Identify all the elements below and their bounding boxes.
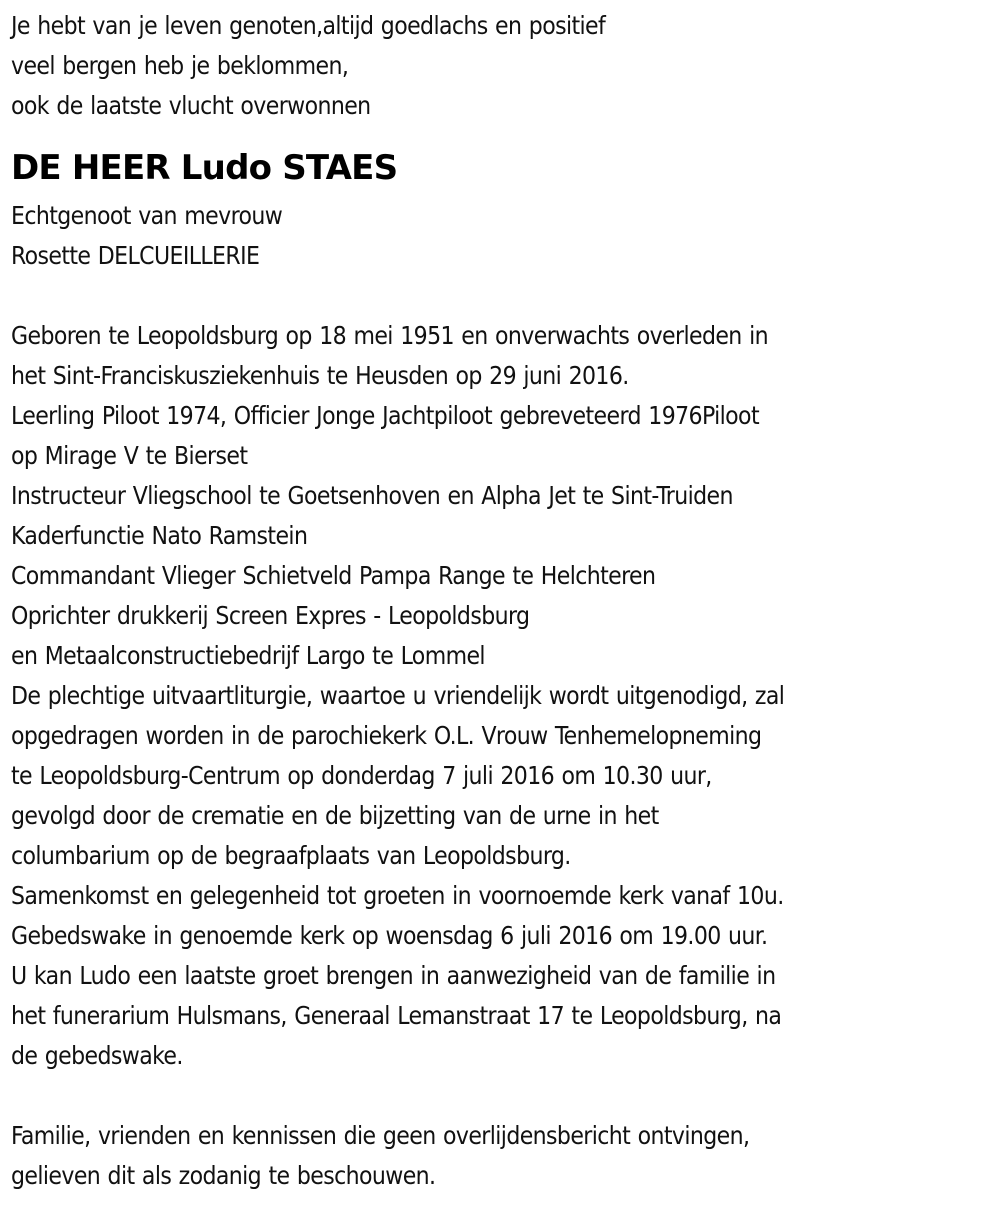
spouse-info [11,196,1000,276]
poem-line: ook de laatste vlucht overwonnen [11,91,371,120]
body-line: de gebedswake. [11,1041,183,1070]
spacer [11,1076,1000,1116]
body-line: op Mirage V te Bierset [11,441,248,470]
body-line: Samenkomst en gelegenheid tot groeten in voornoemde kerk vanaf 10u. [11,881,784,910]
poem-line: veel bergen heb je beklommen, [11,51,349,80]
body-line: het Sint-Franciskusziekenhuis te Heusden op 29 juni 2016. [11,361,629,390]
body-line: columbarium op de begraafplaats van Leopoldsburg. [11,841,571,870]
spouse-line: Rosette DELCUEILLERIE [11,241,260,270]
body-line: Gebedswake in genoemde kerk op woensdag 6 juli 2016 om 19.00 uur. [11,921,768,950]
body-line: opgedragen worden in de parochiekerk O.L. Vrouw Tenhemelopneming [11,721,762,750]
body-line: het funerarium Hulsmans, Generaal Lemanstraat 17 te Leopoldsburg, na [11,1001,782,1030]
body-line: U kan Ludo een laatste groet brengen in aanwezigheid van de familie in [11,961,776,990]
body-line: te Leopoldsburg-Centrum op donderdag 7 juli 2016 om 10.30 uur, [11,761,712,790]
notice-body [11,316,1000,1076]
body-line: Oprichter drukkerij Screen Expres - Leopoldsburg [11,601,530,630]
closing-line: Familie, vrienden en kennissen die geen overlijdensbericht ontvingen, [11,1121,750,1150]
closing-note [11,1116,1000,1196]
body-line: Geboren te Leopoldsburg op 18 mei 1951 en onverwachts overleden in [11,321,768,350]
body-line: gevolgd door de crematie en de bijzetting van de urne in het [11,801,659,830]
body-line: en Metaalconstructiebedrijf Largo te Lommel [11,641,485,670]
poem-line: Je hebt van je leven genoten,altijd goedlachs en positief [11,11,606,40]
body-line: Instructeur Vliegschool te Goetsenhoven en Alpha Jet te Sint-Truiden [11,481,733,510]
deceased-name-title: DE HEER Ludo STAES [11,148,398,188]
closing-line: gelieven dit als zodanig te beschouwen. [11,1161,436,1190]
body-line: Commandant Vlieger Schietveld Pampa Range te Helchteren [11,561,656,590]
poem [11,6,1000,126]
spacer [11,276,1000,316]
spouse-line: Echtgenoot van mevrouw [11,201,283,230]
body-line: De plechtige uitvaartliturgie, waartoe u vriendelijk wordt uitgenodigd, zal [11,681,785,710]
body-line: Leerling Piloot 1974, Officier Jonge Jachtpiloot gebreveteerd 1976Piloot [11,401,759,430]
body-line: Kaderfunctie Nato Ramstein [11,521,308,550]
